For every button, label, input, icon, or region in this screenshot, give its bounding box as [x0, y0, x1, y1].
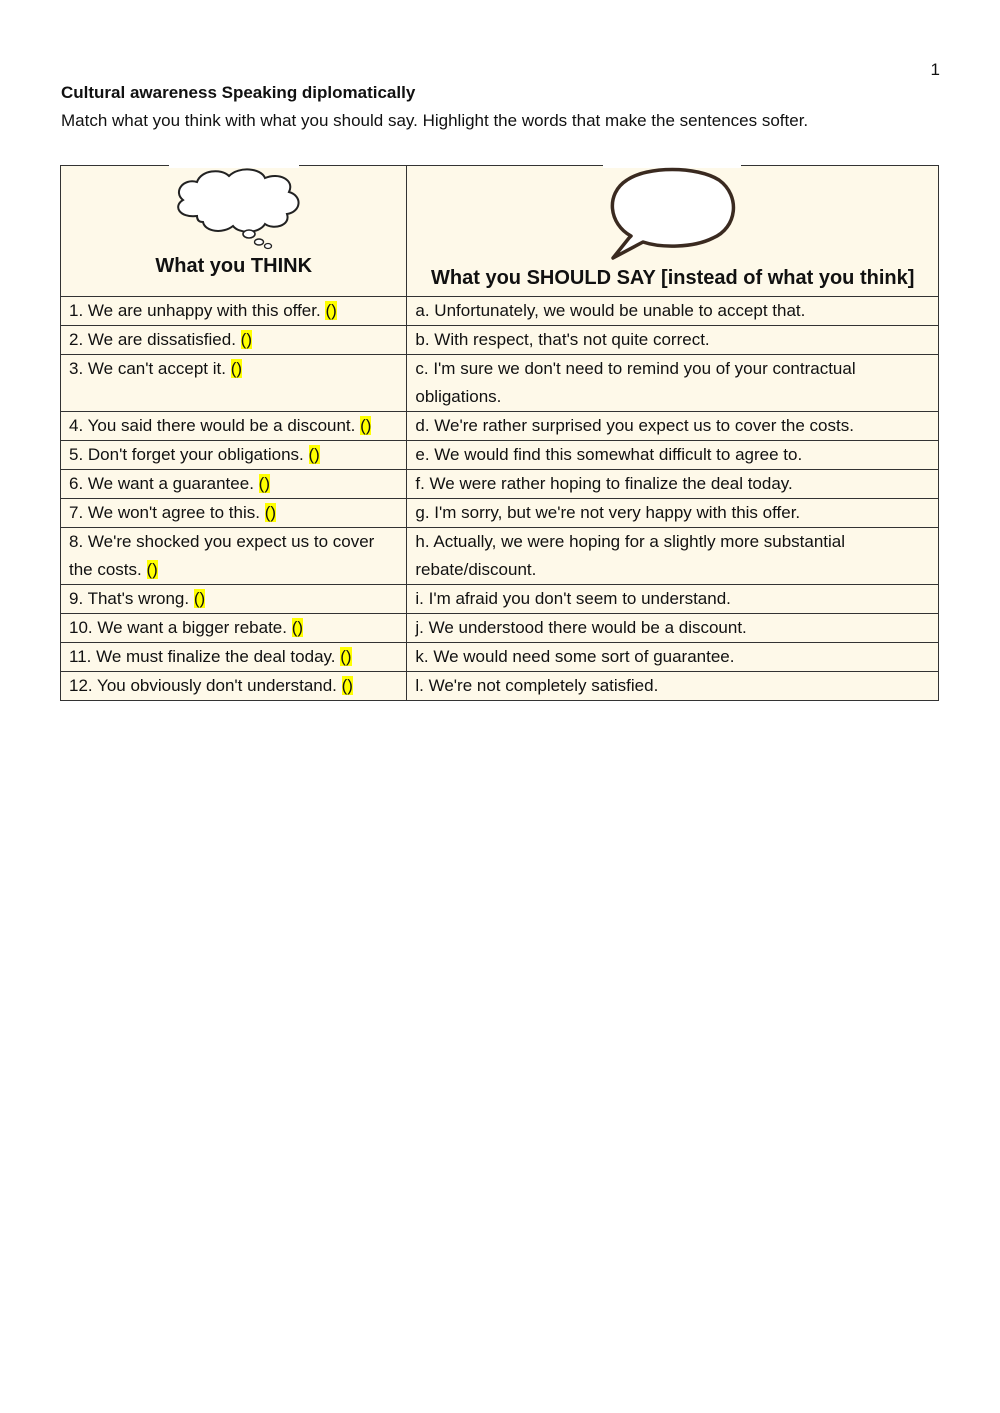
say-column-header [407, 166, 939, 297]
table-row [61, 614, 939, 643]
think-text: 9. That's wrong. [69, 589, 190, 608]
say-cell: h. Actually, we were hoping for a slightly more substantial rebate/discount. [407, 528, 939, 585]
think-text: 11. We must finalize the deal today. [69, 647, 336, 666]
think-cell [61, 326, 407, 355]
think-text: 4. You said there would be a discount. [69, 416, 356, 435]
say-header-label: What you SHOULD SAY [instead of what you think] [431, 267, 915, 289]
page-number: 1 [930, 60, 940, 79]
think-text: 3. We can't accept it. [69, 359, 226, 378]
table-row [61, 499, 939, 528]
think-cell [61, 643, 407, 672]
answer-blank[interactable]: () [340, 647, 352, 666]
table-row [61, 441, 939, 470]
think-cell [61, 412, 407, 441]
think-cell [61, 585, 407, 614]
answer-blank[interactable]: () [341, 676, 353, 695]
say-cell: i. I'm afraid you don't seem to understand. [407, 585, 939, 614]
table-row [61, 297, 939, 326]
say-cell: g. I'm sorry, but we're not very happy with this offer. [407, 499, 939, 528]
answer-blank[interactable]: () [360, 416, 372, 435]
worksheet-title: Cultural awareness Speaking diplomatically [61, 83, 416, 102]
matching-table [60, 165, 939, 701]
table-row [61, 585, 939, 614]
answer-blank[interactable]: () [230, 359, 243, 378]
answer-blank[interactable]: () [308, 445, 320, 464]
think-cell [61, 355, 407, 412]
think-header-label: What you THINK [155, 255, 313, 277]
think-text: 10. We want a bigger rebate. [69, 618, 287, 637]
think-text: 8. We're shocked you expect us to cover the costs. [69, 532, 375, 579]
worksheet-instructions: Match what you think with what you should say. Highlight the words that make the sentences softer. [61, 111, 809, 130]
think-column-header [61, 166, 407, 297]
answer-blank[interactable]: () [325, 301, 337, 320]
say-cell: f. We were rather hoping to finalize the deal today. [407, 470, 939, 499]
answer-blank[interactable]: () [193, 589, 206, 608]
think-cell [61, 441, 407, 470]
table-row [61, 528, 939, 585]
say-cell: c. I'm sure we don't need to remind you of your contractual obligations. [407, 355, 939, 412]
think-cell [61, 614, 407, 643]
table-row [61, 470, 939, 499]
answer-blank[interactable]: () [264, 503, 277, 522]
think-cell [61, 297, 407, 326]
say-cell: d. We're rather surprised you expect us to cover the costs. [407, 412, 939, 441]
think-text: 5. Don't forget your obligations. [69, 445, 304, 464]
table-row [61, 643, 939, 672]
think-cell [61, 672, 407, 701]
think-cell [61, 499, 407, 528]
table-row [61, 326, 939, 355]
say-cell: b. With respect, that's not quite correct. [407, 326, 939, 355]
thought-cloud-icon [169, 166, 309, 250]
answer-blank[interactable]: () [291, 618, 304, 637]
think-cell [61, 528, 407, 585]
think-text: 12. You obviously don't understand. [69, 676, 337, 695]
think-text: 6. We want a guarantee. [69, 474, 254, 493]
say-cell: e. We would find this somewhat difficult to agree to. [407, 441, 939, 470]
say-cell: k. We would need some sort of guarantee. [407, 643, 939, 672]
think-text: 1. We are unhappy with this offer. [69, 301, 321, 320]
think-text: 7. We won't agree to this. [69, 503, 260, 522]
answer-blank[interactable]: () [240, 330, 252, 349]
speech-bubble-icon [601, 166, 743, 262]
think-text: 2. We are dissatisfied. [69, 330, 236, 349]
answer-blank[interactable]: () [146, 560, 158, 579]
table-row [61, 672, 939, 701]
table-row [61, 412, 939, 441]
answer-blank[interactable]: () [258, 474, 270, 493]
say-cell: j. We understood there would be a discount. [407, 614, 939, 643]
think-cell [61, 470, 407, 499]
table-row [61, 355, 939, 412]
say-cell: a. Unfortunately, we would be unable to accept that. [407, 297, 939, 326]
say-cell: l. We're not completely satisfied. [407, 672, 939, 701]
